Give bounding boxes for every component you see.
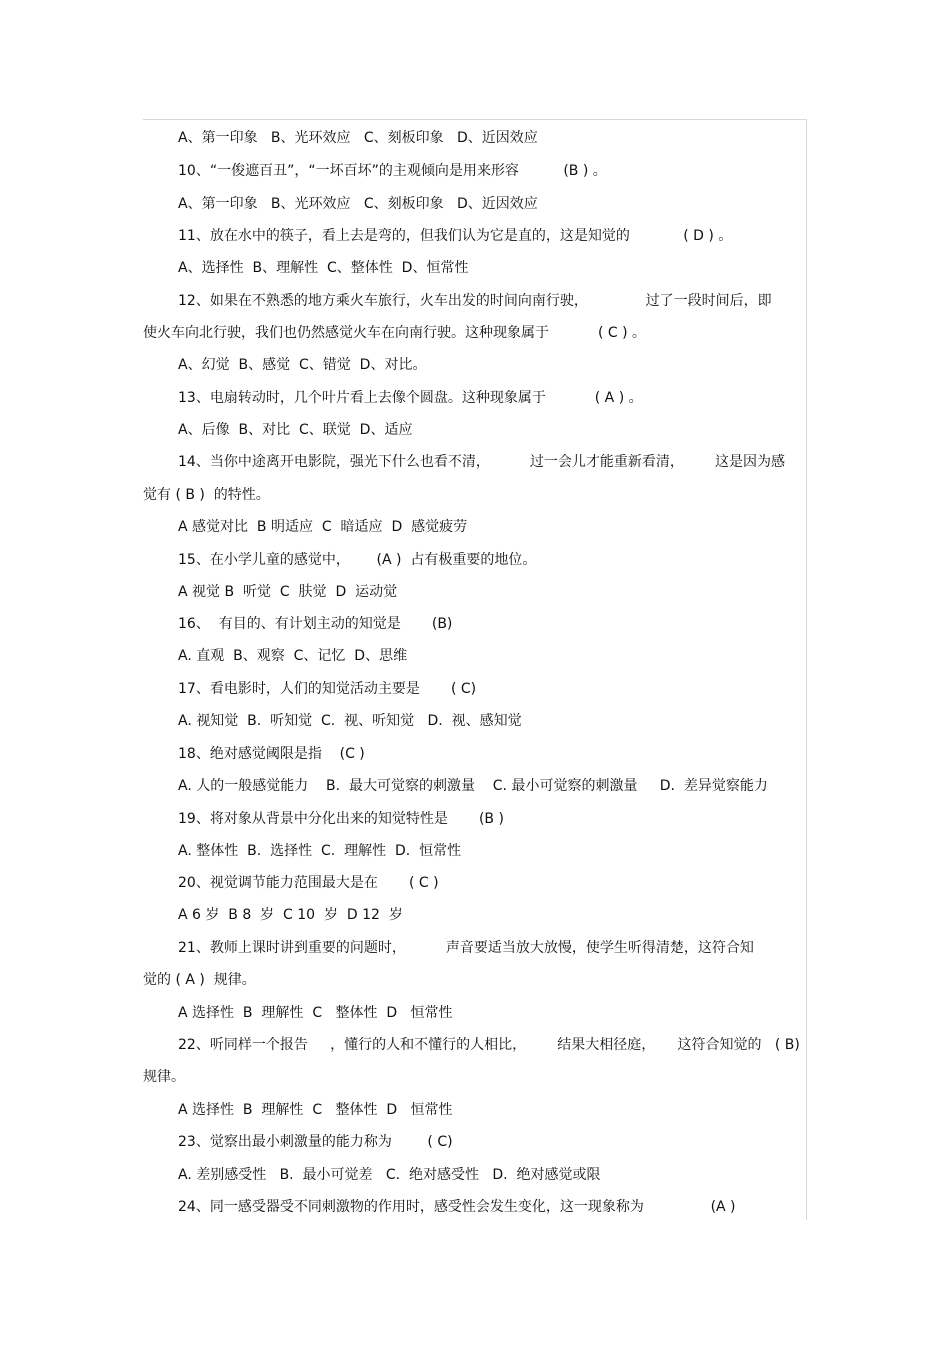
text-line: 觉有 ( B ) 的特性。 — [143, 487, 270, 503]
text-line: A. 视知觉 B. 听知觉 C. 视、听知觉 D. 视、感知觉 — [178, 713, 522, 729]
text-line: A、第一印象 B、光环效应 C、刻板印象 D、近因效应 — [178, 196, 538, 212]
text-line: 14、当你中途离开电影院，强光下什么也看不清， 过一会儿才能重新看清， 这是因为感 — [178, 454, 786, 470]
text-line: 20、视觉调节能力范围最大是在 ( C ) — [178, 875, 439, 891]
text-line: A. 整体性 B. 选择性 C. 理解性 D. 恒常性 — [178, 843, 462, 859]
text-line: A、幻觉 B、感觉 C、错觉 D、对比。 — [178, 357, 427, 373]
text-line: 13、电扇转动时，几个叶片看上去像个圆盘。这种现象属于 ( A ) 。 — [178, 390, 643, 406]
text-line: A. 差别感受性 B. 最小可觉差 C. 绝对感受性 D. 绝对感觉或限 — [178, 1167, 601, 1183]
text-line: A. 直观 B、观察 C、记忆 D、思维 — [178, 648, 408, 664]
text-line: A 选择性 B 理解性 C 整体性 D 恒常性 — [178, 1005, 453, 1021]
text-line: A、选择性 B、理解性 C、整体性 D、恒常性 — [178, 260, 469, 276]
text-line: A. 人的一般感觉能力 B. 最大可觉察的刺激量 C. 最小可觉察的刺激量 D. 差异觉察能力 — [178, 778, 768, 794]
text-line: 17、看电影时，人们的知觉活动主要是 ( C) — [178, 681, 477, 697]
text-line: 觉的 ( A ) 规律。 — [143, 972, 256, 988]
text-line: A 视觉 B 听觉 C 肤觉 D 运动觉 — [178, 584, 398, 600]
text-line: A、后像 B、对比 C、联觉 D、适应 — [178, 422, 413, 438]
text-line: 15、在小学儿童的感觉中， (A ) 占有极重要的地位。 — [178, 552, 537, 568]
text-line: 22、听同样一个报告 ，懂行的人和不懂行的人相比， 结果大相径庭， 这符合知觉的 ( B) — [178, 1037, 800, 1053]
text-line: A 6 岁 B 8 岁 C 10 岁 D 12 岁 — [178, 907, 403, 923]
text-line: 使火车向北行驶，我们也仍然感觉火车在向南行驶。这种现象属于 ( C ) 。 — [143, 325, 647, 341]
text-line: 18、绝对感觉阈限是指 (C ) — [178, 746, 365, 762]
text-line: 12、如果在不熟悉的地方乘火车旅行，火车出发的时间向南行驶， 过了一段时间后，即 — [178, 293, 772, 309]
text-line: 10、“一俊遮百丑”，“一坏百坏”的主观倾向是用来形容 (B ) 。 — [178, 163, 607, 179]
text-line: 21、教师上课时讲到重要的问题时， 声音要适当放大放慢，使学生听得清楚，这符合知 — [178, 940, 754, 956]
page-frame — [143, 119, 807, 1220]
text-line: 19、将对象从背景中分化出来的知觉特性是 (B ) — [178, 811, 504, 827]
text-line: 规律。 — [143, 1069, 185, 1085]
text-line: A 感觉对比 B 明适应 C 暗适应 D 感觉疲劳 — [178, 519, 468, 535]
text-line: 16、 有目的、有计划主动的知觉是 (B) — [178, 616, 453, 632]
text-line: 11、放在水中的筷子，看上去是弯的，但我们认为它是直的，这是知觉的 ( D ) 。 — [178, 228, 733, 244]
text-line: A 选择性 B 理解性 C 整体性 D 恒常性 — [178, 1102, 453, 1118]
text-line: A、第一印象 B、光环效应 C、刻板印象 D、近因效应 — [178, 130, 538, 146]
text-line: 24、同一感受器受不同刺激物的作用时，感受性会发生变化，这一现象称为 (A ) — [178, 1199, 736, 1215]
text-line: 23、觉察出最小刺激量的能力称为 ( C) — [178, 1134, 453, 1150]
